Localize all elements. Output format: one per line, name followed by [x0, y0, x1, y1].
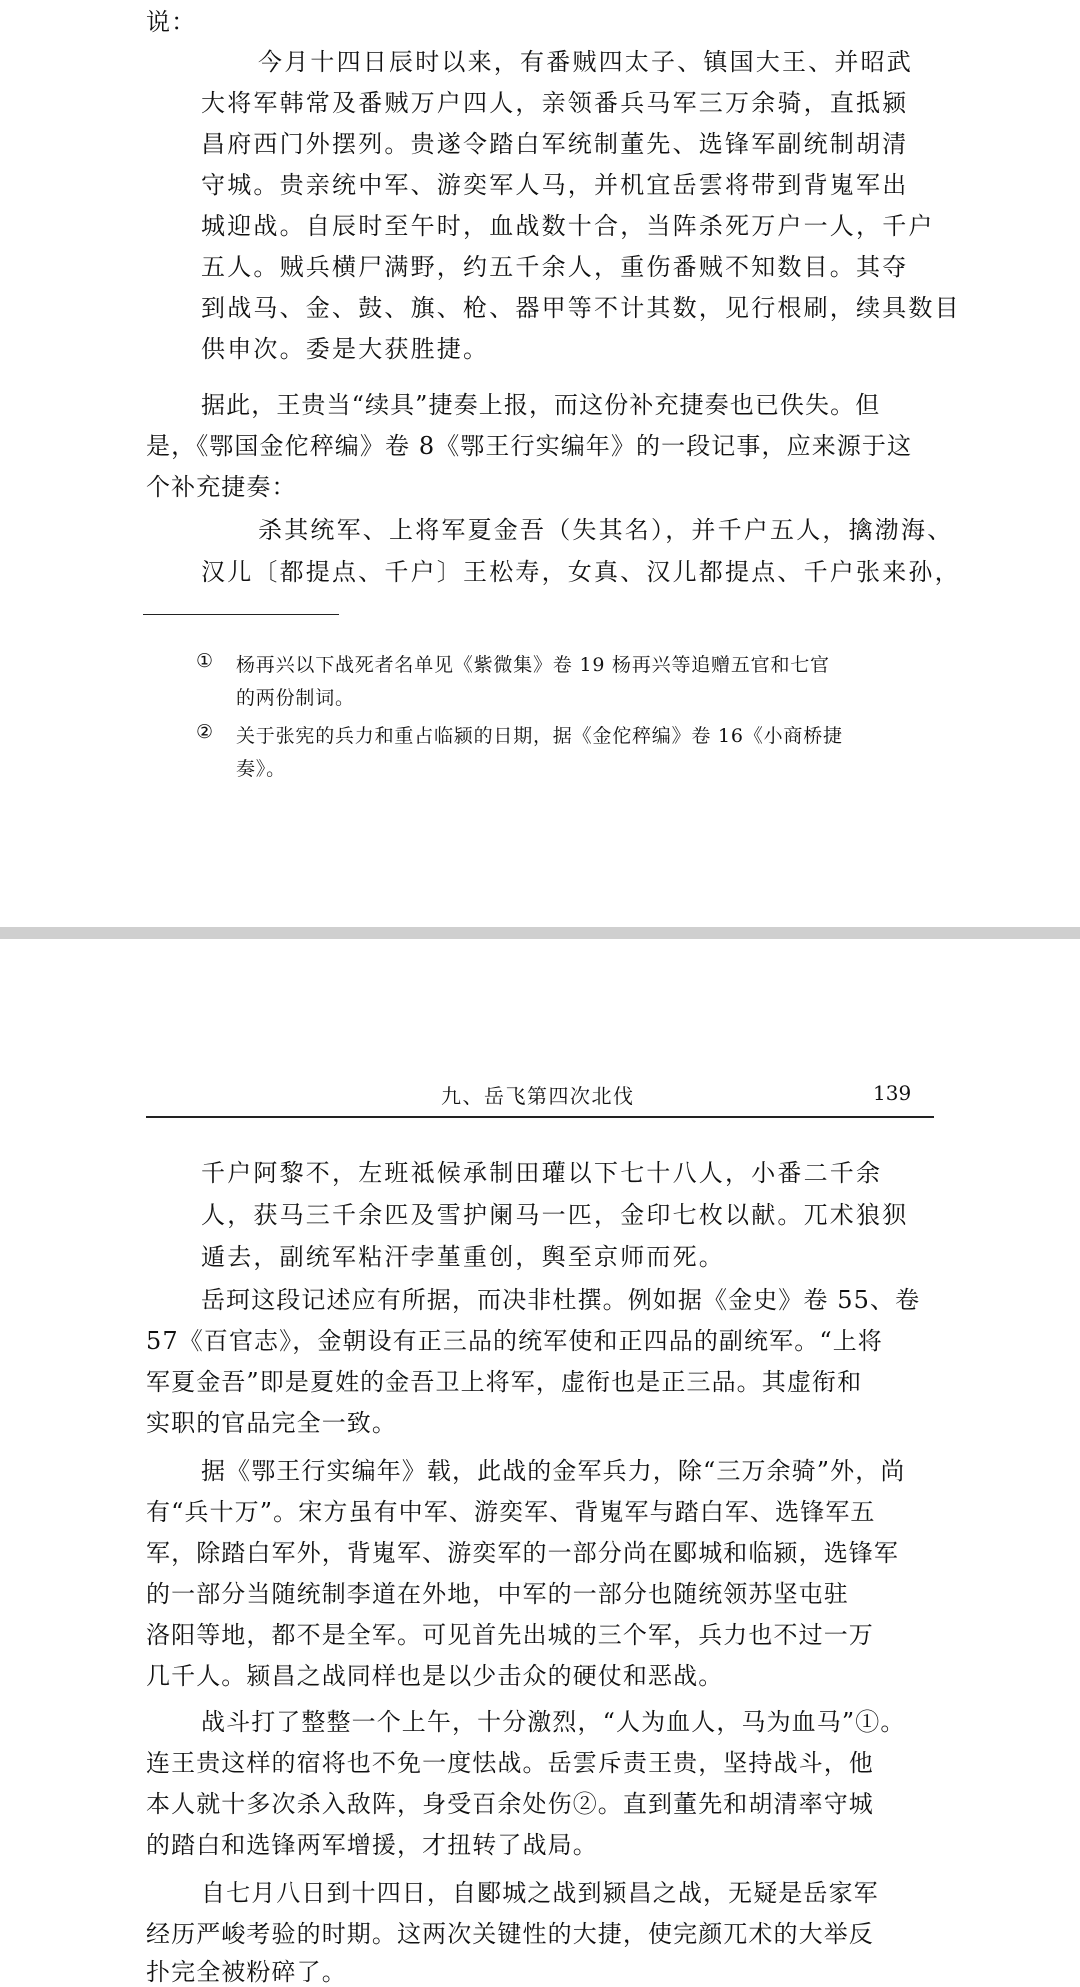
quote-line: 人，获马三千余匹及雪护阑马一匹，金印七枚以献。兀术狼狈: [201, 1201, 909, 1229]
body-line: 个补充捷奏：: [146, 473, 297, 501]
footnote-line: 杨再兴以下战死者名单见《紫微集》卷 19 杨再兴等追赠五官和七官: [236, 654, 830, 676]
body-line: 的一部分当随统制李道在外地，中军的一部分也随统领苏坚屯驻: [146, 1580, 849, 1608]
quote-line: 昌府西门外摆列。贵遂令踏白军统制董先、选锋军副统制胡清: [201, 130, 909, 158]
page-number: 139: [873, 1081, 912, 1105]
footnote-line: 奏》。: [236, 758, 286, 780]
body-line: 连王贵这样的宿将也不免一度怯战。岳雲斥责王贵，坚持战斗，他: [146, 1749, 874, 1777]
body-line: 据《鄂王行实编年》载，此战的金军兵力，除“三万余骑”外，尚: [201, 1457, 906, 1485]
footnote-mark: ②: [196, 721, 214, 743]
body-line: 战斗打了整整一个上午，十分激烈，“人为血人，马为血马”①。: [201, 1708, 906, 1736]
body-line: 洛阳等地，都不是全军。可见首先出城的三个军，兵力也不过一万: [146, 1621, 874, 1649]
body-line: 几千人。颍昌之战同样也是以少击众的硬仗和恶战。: [146, 1662, 724, 1690]
quote-line: 守城。贵亲统中军、游奕军人马，并机宜岳雲将带到背嵬军出: [201, 171, 909, 199]
header-rule: [146, 1116, 934, 1118]
quote-line: 千户阿黎不，左班祗候承制田瓘以下七十八人，小番二千余: [201, 1159, 883, 1187]
body-line: 经历严峻考验的时期。这两次关键性的大捷，使完颜兀术的大举反: [146, 1920, 874, 1948]
quote-line: 杀其统军、上将军夏金吾（失其名），并千户五人，擒渤海、: [258, 516, 954, 544]
body-line: 自七月八日到十四日，自郾城之战到颍昌之战，无疑是岳家军: [201, 1879, 879, 1907]
header-title: 九、岳飞第四次北伐: [441, 1084, 635, 1108]
body-line: 岳珂这段记述应有所据，而决非杜撰。例如据《金史》卷 55、卷: [201, 1286, 921, 1314]
footnote-rule: [143, 614, 339, 615]
body-line: 据此，王贵当“续具”捷奏上报，而这份补充捷奏也已佚失。但: [201, 391, 881, 419]
quote-line: 到战马、金、鼓、旗、枪、器甲等不计其数，见行根刷，续具数目: [201, 294, 961, 322]
quote-line: 遁去，副统军粘汗孛堇重创，舆至京师而死。: [201, 1243, 725, 1271]
body-line: 军夏金吾”即是夏姓的金吾卫上将军，虚衔也是正三品。其虚衔和: [146, 1368, 863, 1396]
body-line: 本人就十多次杀入敌阵，身受百余处伤②。直到董先和胡清率守城: [146, 1790, 874, 1818]
quote-line: 汉儿〔都提点、千户〕王松寿，女真、汉儿都提点、千户张来孙，: [201, 558, 961, 586]
footnote-line: 关于张宪的兵力和重占临颍的日期，据《金佗稡编》卷 16《小商桥捷: [236, 725, 843, 747]
body-line: 57《百官志》，金朝设有正三品的统军使和正四品的副统军。“上将: [146, 1327, 883, 1355]
footnote-mark: ①: [196, 650, 214, 672]
body-line: 扑完全被粉碎了。: [146, 1958, 347, 1986]
page-divider: [0, 927, 1080, 939]
quote-line: 今月十四日辰时以来，有番贼四太子、镇国大王、并昭武: [258, 48, 913, 76]
footnote-line: 的两份制词。: [236, 687, 355, 709]
quote-line: 供申次。委是大获胜捷。: [201, 335, 490, 363]
body-line: 的踏白和选锋两军增援，才扭转了战局。: [146, 1831, 598, 1859]
body-line: 有“兵十万”。宋方虽有中军、游奕军、背嵬军与踏白军、选锋军五: [146, 1498, 876, 1526]
top-line: 说：: [146, 8, 197, 36]
body-line: 军，除踏白军外，背嵬军、游奕军的一部分尚在郾城和临颍，选锋军: [146, 1539, 899, 1567]
body-line: 是，《鄂国金佗稡编》卷 8《鄂王行实编年》的一段记事，应来源于这: [146, 432, 913, 460]
quote-line: 城迎战。自辰时至午时，血战数十合，当阵杀死万户一人，千户: [201, 212, 935, 240]
quote-line: 大将军韩常及番贼万户四人，亲领番兵马军三万余骑，直抵颍: [201, 89, 909, 117]
body-line: 实职的官品完全一致。: [146, 1409, 397, 1437]
quote-line: 五人。贼兵横尸满野，约五千余人，重伤番贼不知数目。其夺: [201, 253, 909, 281]
